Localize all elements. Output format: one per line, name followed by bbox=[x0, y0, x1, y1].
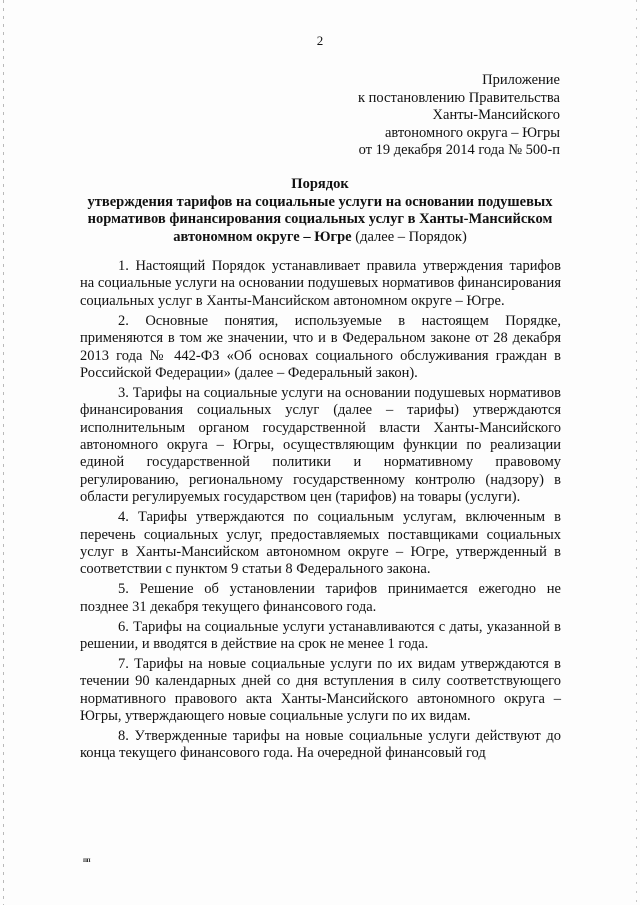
document-subtitle-note: (далее – Порядок) bbox=[351, 228, 467, 245]
document-subtitle-text: утверждения тарифов на социальные услуги на основании подушевых нормативов финансирования социальных услуг в Ханты-Мансийском автономном округе – Югре bbox=[87, 193, 553, 245]
paragraph-3: 3. Тарифы на социальные услуги на основании подушевых нормативов финансирования социальных услуг (далее – тарифы) утверждаются исполнительным органом государственной власти Ханты-Мансийского автономного округа – Югры, осуществляющим функции по реализации единой государственной политики и нормативному правовому регулированию, региональному государственному контролю (надзору) в области регулируемых государством цен (тарифов) на товары (услуги). bbox=[80, 384, 561, 506]
document-heading: Порядок bbox=[291, 176, 349, 192]
page-number: 2 bbox=[316, 33, 324, 48]
scan-edge-right bbox=[636, 0, 637, 905]
document-title-block bbox=[78, 176, 562, 246]
corner-mark: пп bbox=[83, 856, 91, 864]
appendix-line-5: от 19 декабря 2014 года № 500-п bbox=[358, 142, 560, 159]
document-body bbox=[80, 258, 561, 764]
appendix-line-4: автономного округа – Югры bbox=[384, 124, 560, 141]
paragraph-8: 8. Утвержденные тарифы на новые социальные услуги действуют до конца текущего финансового года. На очередной финансовый год bbox=[80, 728, 561, 762]
paragraph-6: 6. Тарифы на социальные услуги устанавливаются с даты, указанной в решении, и вводятся в действие на срок не менее 1 года. bbox=[80, 618, 561, 653]
document-subtitle bbox=[78, 194, 562, 247]
paragraph-5: 5. Решение об установлении тарифов принимается ежегодно не позднее 31 декабря текущего финансового года. bbox=[80, 581, 561, 615]
paragraph-4: 4. Тарифы утверждаются по социальным услугам, включенным в перечень социальных услуг, предоставляемых поставщиками социальных услуг в Ханты-Мансийском автономном округе – Югре, утвержденный в соответствии с пунктом 9 статьи 8 Федерального закона. bbox=[80, 509, 561, 578]
appendix-line-2: к постановлению Правительства bbox=[358, 89, 560, 106]
paragraph-1: 1. Настоящий Порядок устанавливает правила утверждения тарифов на социальные услуги на основании подушевых нормативов финансирования социальных услуг в Ханты-Мансийском автономном округе – Югре. bbox=[80, 258, 561, 309]
appendix-line-3: Ханты-Мансийского bbox=[432, 107, 560, 124]
paragraph-7: 7. Тарифы на новые социальные услуги по их видам утверждаются в течении 90 календарных дней со дня вступления в силу соответствующего нормативного правового акта Ханты-Мансийского автономного округа – Югры, утверждающего новые социальные услуги по их видам. bbox=[80, 655, 561, 725]
paragraph-2: 2. Основные понятия, используемые в настоящем Порядке, применяются в том же значении, что и в Федеральном законе от 28 декабря 2013 года № 442-ФЗ «Об основах социального обслуживания граждан в Российской Федерации» (далее – Федеральный закон). bbox=[80, 312, 561, 381]
scan-edge-left bbox=[3, 0, 4, 905]
appendix-line-1: Приложение bbox=[482, 72, 560, 88]
appendix-block bbox=[358, 72, 560, 160]
